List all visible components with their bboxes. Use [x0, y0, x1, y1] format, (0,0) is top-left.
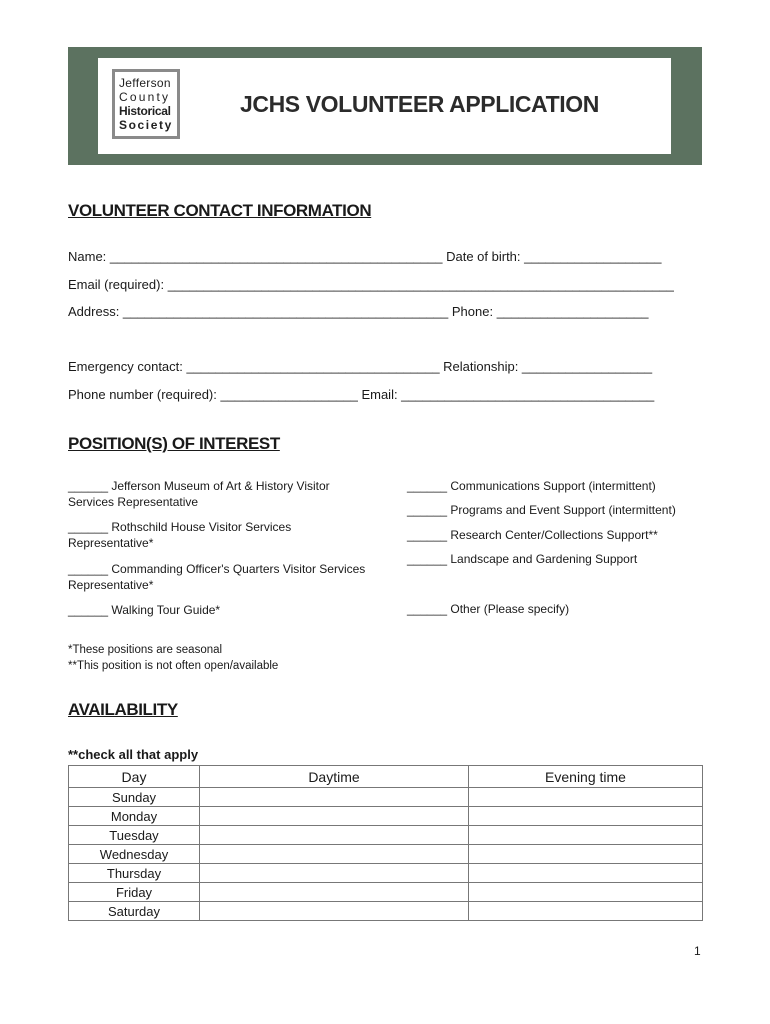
- daytime-cell[interactable]: [200, 788, 469, 807]
- name-dob-line[interactable]: Name: ______________________________________________ Date of birth: ___________________: [68, 249, 662, 264]
- logo-line-3: Historical: [119, 104, 171, 118]
- evening-cell[interactable]: [469, 864, 703, 883]
- logo-line-2: County: [119, 90, 171, 104]
- daytime-cell[interactable]: [200, 902, 469, 921]
- seasonal-note: *These positions are seasonal: [68, 644, 223, 656]
- day-label: Wednesday: [69, 845, 200, 864]
- evening-cell[interactable]: [469, 826, 703, 845]
- daytime-cell[interactable]: [200, 845, 469, 864]
- position-option[interactable]: ______ Jefferson Museum of Art & History Visitor Services Representative: [68, 479, 330, 509]
- page-title: JCHS VOLUNTEER APPLICATION: [240, 91, 599, 117]
- availability-heading: AVAILABILITY: [68, 700, 178, 719]
- availability-note: **This position is not often open/available: [68, 660, 279, 672]
- daytime-cell[interactable]: [200, 883, 469, 902]
- header-evening: Evening time: [469, 766, 703, 788]
- table-row: [69, 864, 703, 883]
- table-row: [69, 826, 703, 845]
- table-row: [69, 807, 703, 826]
- evening-cell[interactable]: [469, 883, 703, 902]
- page-number: 1: [694, 944, 701, 958]
- contact-heading: VOLUNTEER CONTACT INFORMATION: [68, 201, 372, 220]
- phone-email-line[interactable]: Phone number (required): ___________________ Email: ___________________________________: [68, 387, 655, 402]
- emergency-contact-line[interactable]: Emergency contact: ___________________________________ Relationship: __________________: [68, 359, 653, 374]
- position-option[interactable]: ______ Walking Tour Guide*: [68, 603, 221, 617]
- day-label: Saturday: [69, 902, 200, 921]
- evening-cell[interactable]: [469, 788, 703, 807]
- table-row: [69, 883, 703, 902]
- society-logo: [112, 69, 180, 139]
- table-row: [69, 902, 703, 921]
- daytime-cell[interactable]: [200, 807, 469, 826]
- table-row: [69, 845, 703, 864]
- position-option[interactable]: ______ Communications Support (intermittent): [407, 479, 656, 493]
- header-daytime: Daytime: [200, 766, 469, 788]
- day-label: Sunday: [69, 788, 200, 807]
- header-day: Day: [69, 766, 200, 788]
- table-row: [69, 788, 703, 807]
- check-all-note: **check all that apply: [68, 747, 199, 762]
- day-label: Friday: [69, 883, 200, 902]
- address-phone-line[interactable]: Address: _____________________________________________ Phone: _____________________: [68, 304, 649, 319]
- logo-line-4: Society: [119, 118, 173, 132]
- evening-cell[interactable]: [469, 807, 703, 826]
- evening-cell[interactable]: [469, 845, 703, 864]
- logo-line-1: Jefferson: [119, 76, 171, 90]
- position-option[interactable]: ______ Commanding Officer's Quarters Visitor Services Representative*: [68, 562, 366, 592]
- position-option[interactable]: ______ Research Center/Collections Support**: [407, 528, 658, 542]
- positions-heading: POSITION(S) OF INTEREST: [68, 434, 280, 453]
- daytime-cell[interactable]: [200, 826, 469, 845]
- day-label: Tuesday: [69, 826, 200, 845]
- evening-cell[interactable]: [469, 902, 703, 921]
- daytime-cell[interactable]: [200, 864, 469, 883]
- header-panel: [98, 58, 671, 154]
- email-line[interactable]: Email (required): ______________________________________________________________________: [68, 277, 674, 292]
- day-label: Thursday: [69, 864, 200, 883]
- position-option[interactable]: ______ Other (Please specify): [407, 602, 570, 616]
- day-label: Monday: [69, 807, 200, 826]
- position-option[interactable]: ______ Landscape and Gardening Support: [407, 552, 638, 566]
- position-option[interactable]: ______ Programs and Event Support (intermittent): [407, 503, 676, 517]
- availability-table: [68, 765, 703, 921]
- table-header-row: [69, 766, 703, 788]
- position-option[interactable]: ______ Rothschild House Visitor Services Representative*: [68, 520, 292, 550]
- header-banner: [68, 47, 702, 165]
